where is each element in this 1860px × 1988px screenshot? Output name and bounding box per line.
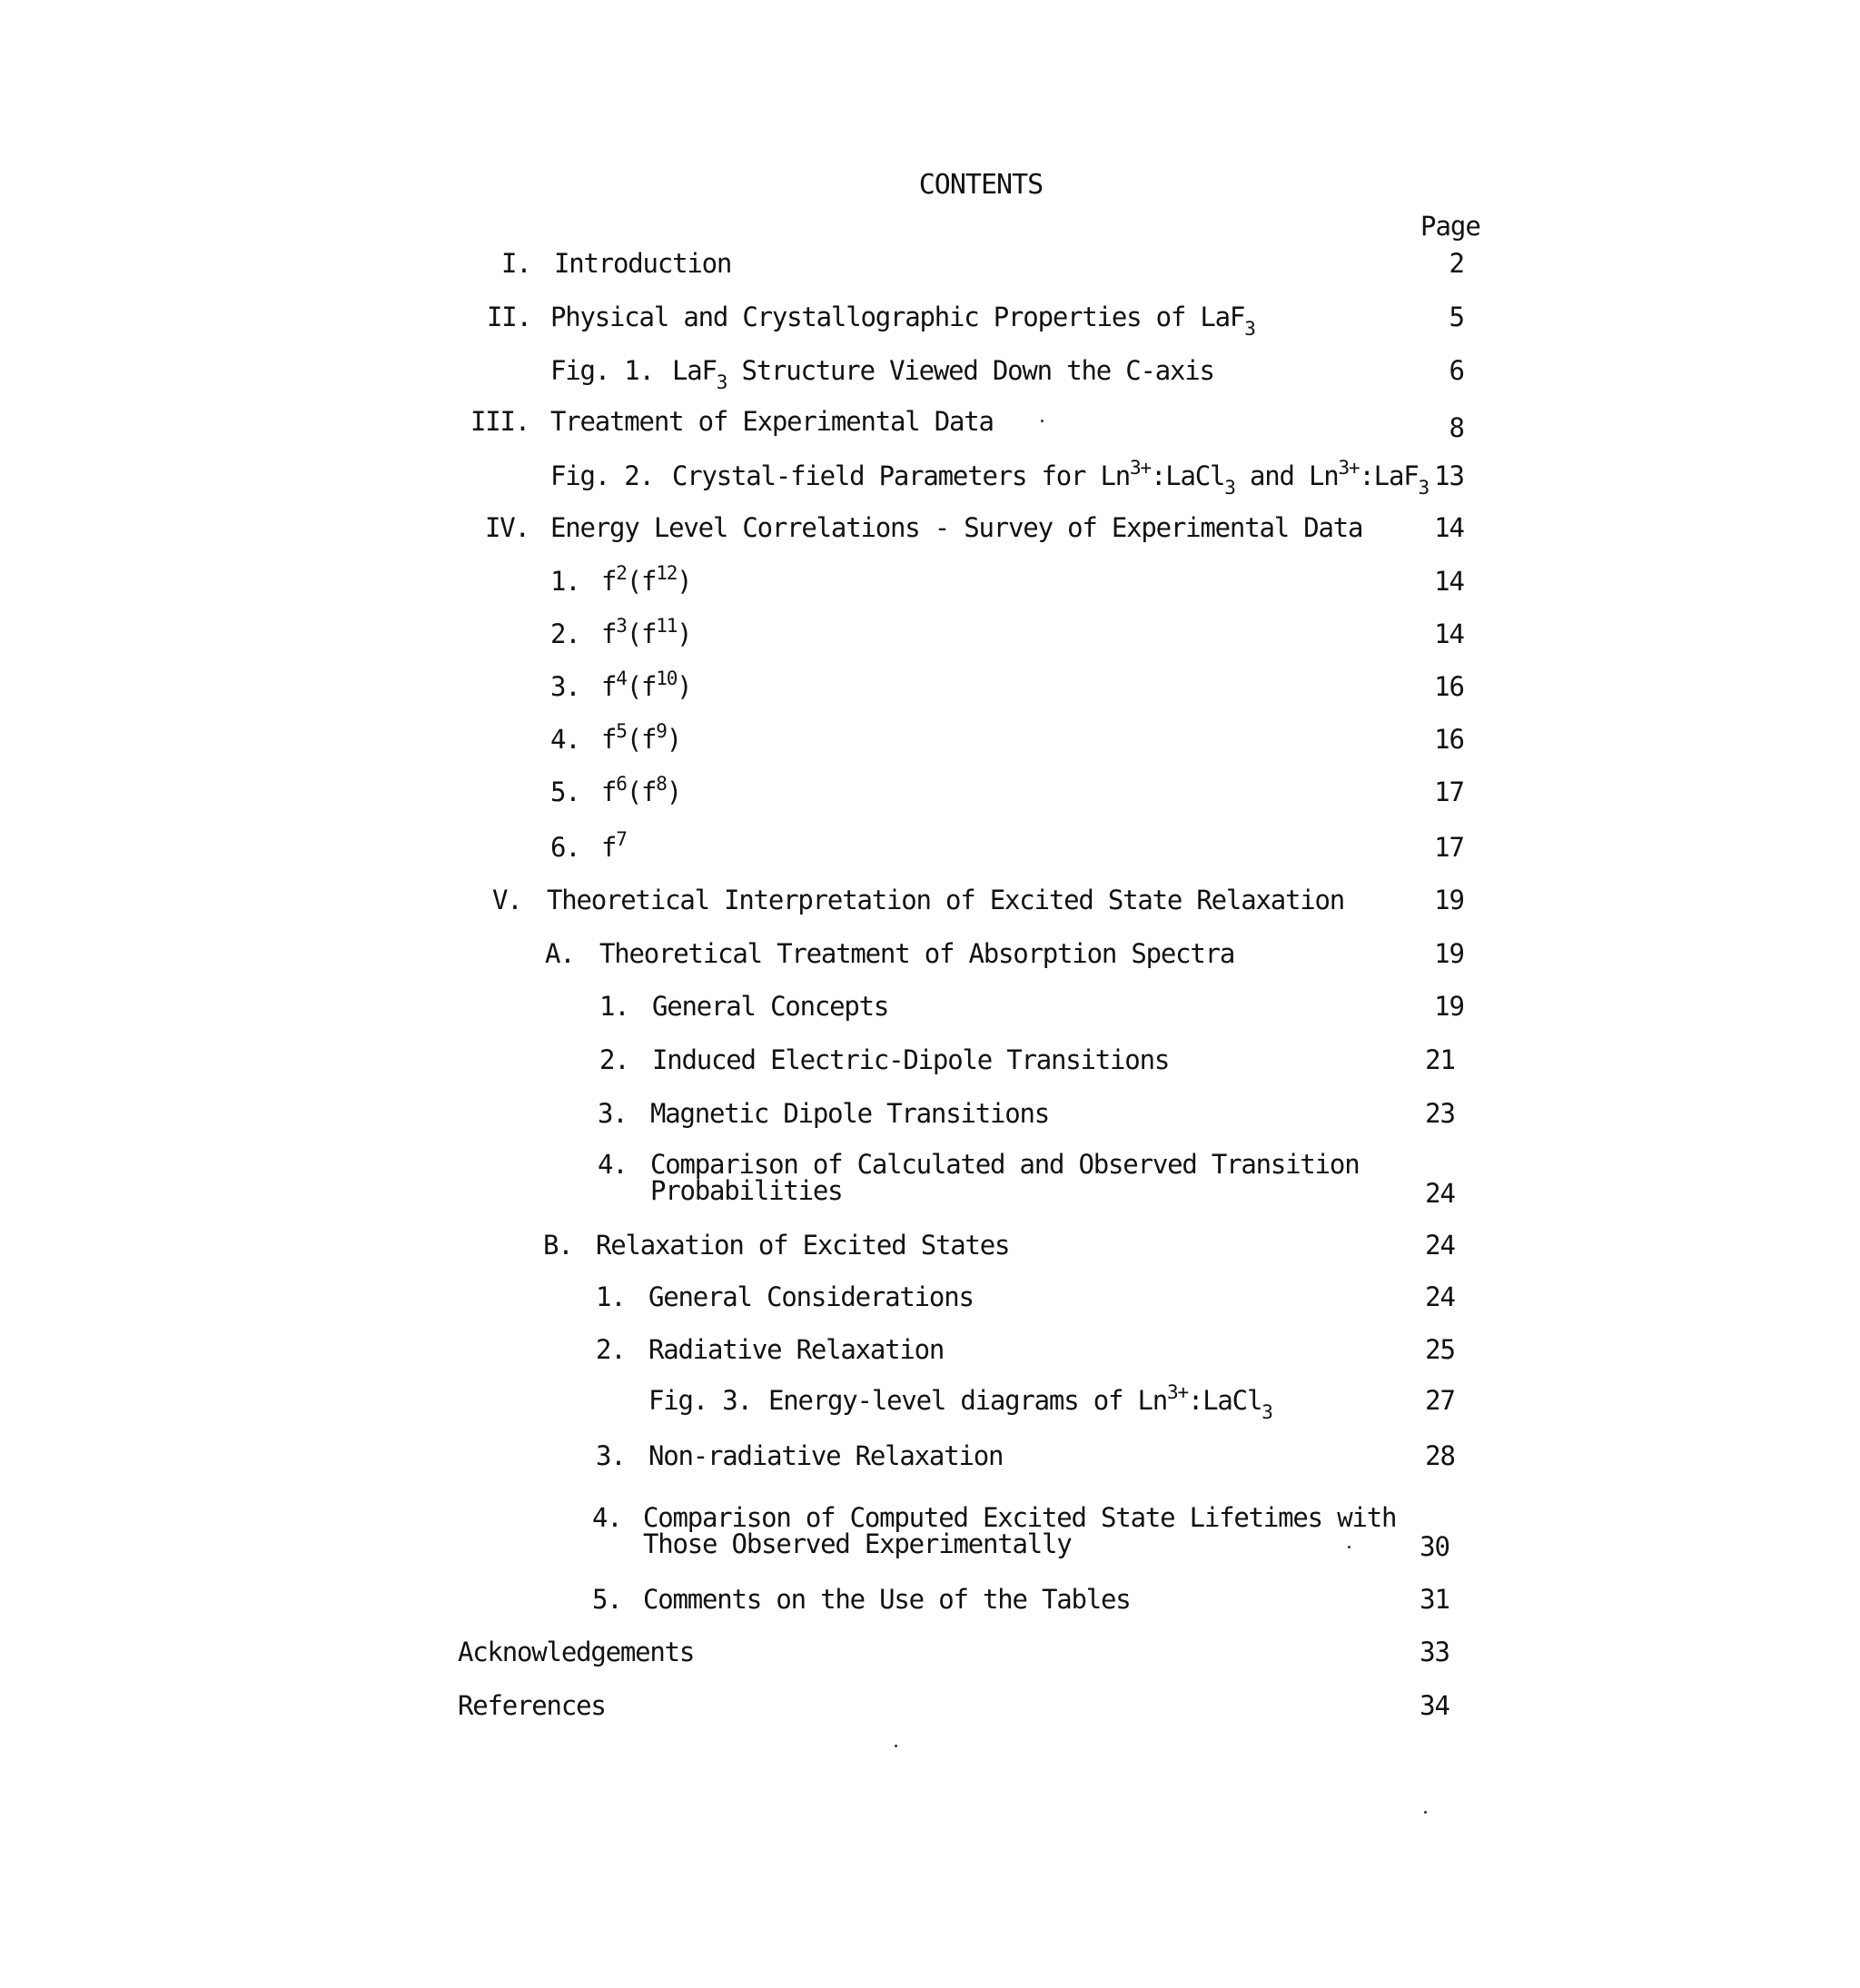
entry-number: 3. bbox=[550, 671, 580, 702]
entry-number: V. bbox=[492, 885, 522, 915]
entry-number: 5. bbox=[550, 776, 580, 807]
entry-title-continued: Probabilities bbox=[650, 1175, 843, 1206]
entry-number: 1. bbox=[596, 1281, 626, 1312]
entry-page: 31 bbox=[1420, 1584, 1449, 1615]
entry-number: B. bbox=[543, 1230, 573, 1261]
entry-page: 27 bbox=[1425, 1385, 1455, 1416]
entry-number: 4. bbox=[598, 1149, 628, 1180]
scan-speck bbox=[1424, 1811, 1427, 1814]
entry-title: Comments on the Use of the Tables bbox=[643, 1584, 1131, 1615]
entry-title: General Concepts bbox=[652, 991, 889, 1022]
figure-label: Fig. 1. bbox=[550, 355, 654, 386]
entry-page: 2 bbox=[1449, 248, 1464, 279]
entry-number: 2. bbox=[550, 618, 580, 649]
entry-page: 25 bbox=[1425, 1334, 1455, 1365]
entry-title: Radiative Relaxation bbox=[648, 1334, 945, 1365]
entry-title: Induced Electric-Dipole Transitions bbox=[652, 1044, 1170, 1075]
entry-title: Comparison of Calculated and Observed Transition bbox=[650, 1149, 1360, 1180]
entry-number: A. bbox=[545, 938, 575, 969]
entry-title: Theoretical Interpretation of Excited State Relaxation bbox=[547, 885, 1345, 915]
scan-speck bbox=[1348, 1546, 1350, 1548]
entry-page: 34 bbox=[1420, 1690, 1449, 1721]
entry-page: 28 bbox=[1425, 1440, 1455, 1471]
entry-title: Relaxation of Excited States bbox=[596, 1230, 1010, 1261]
entry-page: 14 bbox=[1434, 566, 1464, 597]
entry-page: 14 bbox=[1434, 512, 1464, 543]
entry-title-continued: Those Observed Experimentally bbox=[643, 1528, 1072, 1559]
entry-title: Treatment of Experimental Data bbox=[550, 406, 994, 437]
entry-title: Crystal-field Parameters for $Ln^{3+}:LaCl_3$ and $Ln^{3+}:LaF_3$ bbox=[672, 457, 1429, 499]
entry-number: III. bbox=[470, 406, 530, 437]
contents-title: CONTENTS bbox=[918, 169, 1044, 201]
entry-title: Theoretical Treatment of Absorption Spectra bbox=[599, 938, 1235, 969]
entry-page: 6 bbox=[1449, 355, 1464, 386]
entry-title: $f^2(f^{12})$ bbox=[601, 562, 692, 597]
page-column-heading: Page bbox=[1420, 211, 1480, 242]
entry-title: Physical and Crystallographic Properties of LaF$_3$ bbox=[550, 302, 1255, 340]
entry-page: 14 bbox=[1434, 618, 1464, 649]
scan-speck bbox=[895, 1745, 897, 1747]
entry-title: LaF$_3$ Structure Viewed Down the C-axis bbox=[672, 355, 1214, 393]
entry-title: References bbox=[458, 1690, 606, 1721]
scan-speck bbox=[1041, 420, 1044, 422]
entry-page: 24 bbox=[1425, 1230, 1455, 1261]
entry-page: 33 bbox=[1420, 1637, 1449, 1667]
entry-title: Non-radiative Relaxation bbox=[648, 1440, 1004, 1471]
entry-page: 19 bbox=[1434, 991, 1464, 1022]
entry-number: 4. bbox=[550, 724, 580, 755]
entry-title: $f^5(f^9)$ bbox=[601, 720, 681, 755]
entry-number: IV. bbox=[485, 512, 529, 543]
entry-page: 21 bbox=[1425, 1044, 1455, 1075]
entry-number: II. bbox=[487, 302, 531, 332]
entry-page: 23 bbox=[1425, 1098, 1455, 1129]
entry-title: $f^7$ bbox=[601, 828, 627, 863]
entry-number: 2. bbox=[599, 1044, 629, 1075]
toc-entry bbox=[0, 1151, 1860, 1207]
entry-number: 6. bbox=[550, 832, 580, 863]
entry-page: 5 bbox=[1449, 302, 1464, 332]
entry-number: 2. bbox=[596, 1334, 626, 1365]
toc-entry bbox=[0, 1504, 1860, 1560]
entry-number: 3. bbox=[596, 1440, 626, 1471]
entry-page: 19 bbox=[1434, 938, 1464, 969]
entry-title: Magnetic Dipole Transitions bbox=[650, 1098, 1050, 1129]
entry-page: 17 bbox=[1434, 776, 1464, 807]
entry-title: $f^6(f^8)$ bbox=[601, 773, 681, 807]
entry-number: 1. bbox=[599, 991, 629, 1022]
entry-number: I. bbox=[501, 248, 531, 279]
entry-number: 5. bbox=[592, 1584, 622, 1615]
entry-page: 24 bbox=[1425, 1178, 1455, 1209]
entry-page: 13 bbox=[1434, 460, 1464, 491]
entry-number: 3. bbox=[598, 1098, 628, 1129]
entry-title: Energy Level Correlations - Survey of Experimental Data bbox=[550, 512, 1363, 543]
entry-page: 17 bbox=[1434, 832, 1464, 863]
entry-title: $f^3(f^{11})$ bbox=[601, 615, 692, 649]
entry-page: 16 bbox=[1434, 671, 1464, 702]
entry-title: $f^4(f^{10})$ bbox=[601, 668, 692, 702]
entry-page: 30 bbox=[1420, 1531, 1449, 1562]
figure-label: Fig. 3. bbox=[648, 1385, 752, 1416]
entry-number: 1. bbox=[550, 566, 580, 597]
entry-page: 19 bbox=[1434, 885, 1464, 915]
entry-title: Introduction bbox=[554, 248, 732, 279]
entry-title: Comparison of Computed Excited State Lifetimes with bbox=[643, 1502, 1397, 1533]
entry-page: 24 bbox=[1425, 1281, 1455, 1312]
entry-title: Energy-level diagrams of $Ln^{3+}:LaCl_3$ bbox=[768, 1381, 1272, 1423]
entry-page: 16 bbox=[1434, 724, 1464, 755]
entry-title: Acknowledgements bbox=[458, 1637, 695, 1667]
figure-label: Fig. 2. bbox=[550, 460, 654, 491]
entry-number: 4. bbox=[592, 1502, 622, 1533]
entry-page: 8 bbox=[1449, 412, 1464, 443]
entry-title: General Considerations bbox=[648, 1281, 974, 1312]
